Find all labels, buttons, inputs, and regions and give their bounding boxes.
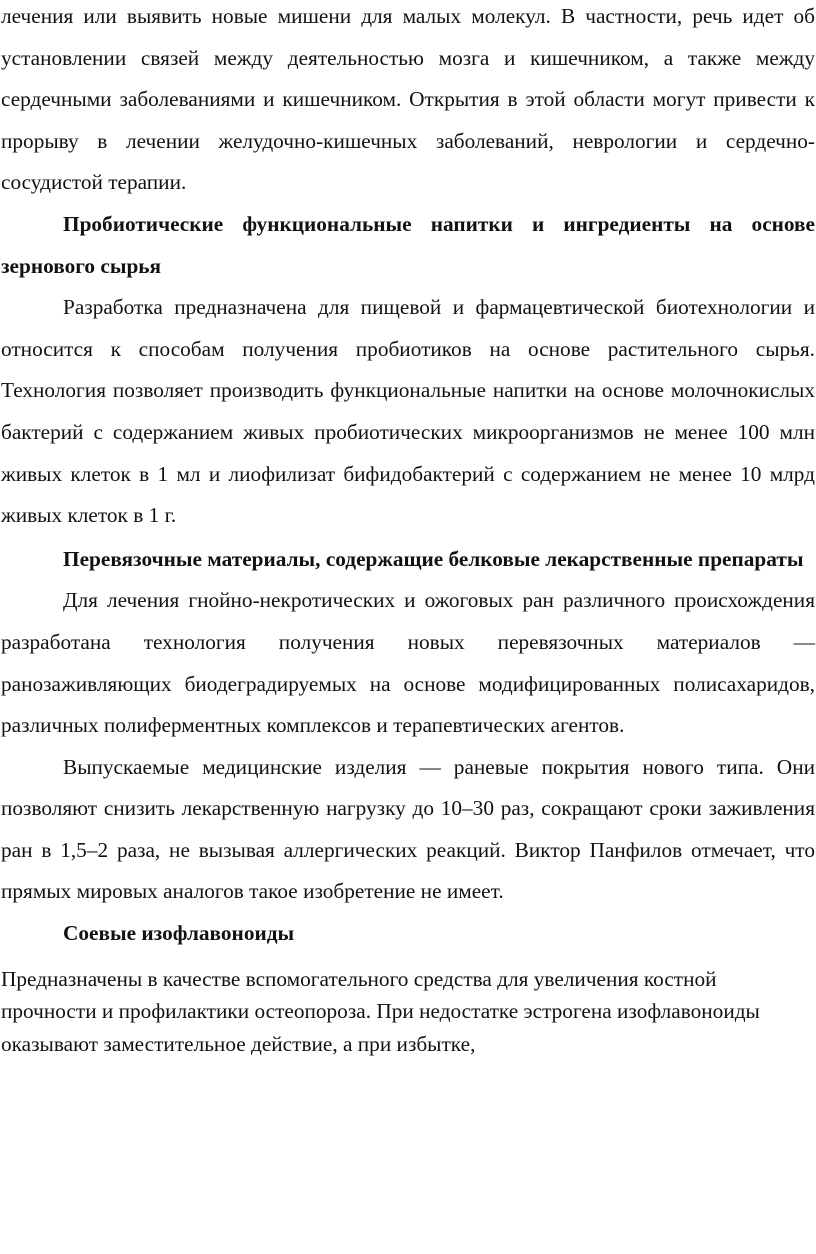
section-heading-probiotic-drinks: Пробиотические функциональные напитки и ингредиенты на основе зернового сырья — [1, 211, 815, 278]
section-heading-dressing-materials: Перевязочные материалы, содержащие белковые лекарственные препараты — [63, 546, 804, 571]
body-paragraph-dressings-effects: Выпускаемые медицинские изделия — раневые покрытия нового типа. Они позволяют снизить лекарственную нагрузку до 10–30 раз, сокращают сроки заживления ран в 1,5–2 раза, не вызывая аллергических реакций. Виктор Панфилов отмечает, что прямых мировых аналогов такое изобретение не имеет. — [1, 754, 815, 904]
body-paragraph-continuation: лечения или выявить новые мишени для малых молекул. В частности, речь идет об установлении связей между деятельностью мозга и кишечником, а также между сердечными заболеваниями и кишечником. Открытия в этой области могут привести к прорыву в лечении желудочно-кишечных заболеваний, неврологии и сердечно-сосудистой терапии. — [1, 4, 815, 195]
section-heading-soy-isoflavonoids: Соевые изофлавоноиды — [63, 921, 295, 946]
body-paragraph-isoflavonoids: Предназначены в качестве вспомогательного средства для увеличения костной прочности и профилактики остеопороза. При недостатке эстрогена изофлавоноиды оказывают заместительное действие, а при избытке, — [1, 966, 760, 1056]
body-paragraph-dressings-tech: Для лечения гнойно-некротических и ожоговых ран различного происхождения разработана технология получения новых перевязочных материалов — ранозаживляющих биодеградируемых на основе модифицированных полисахаридов, различных полиферментных комплексов и терапевтических агентов. — [1, 588, 815, 738]
body-paragraph-probiotics: Разработка предназначена для пищевой и фармацевтической биотехнологии и относится к способам получения пробиотиков на основе растительного сырья. Технология позволяет производить функциональные напитки на основе молочнокислых бактерий с содержанием живых пробиотических микроорганизмов не менее 100 млн живых клеток в 1 мл и лиофилизат бифидобактерий с содержанием не менее 10 млрд живых клеток в 1 г. — [1, 295, 815, 528]
